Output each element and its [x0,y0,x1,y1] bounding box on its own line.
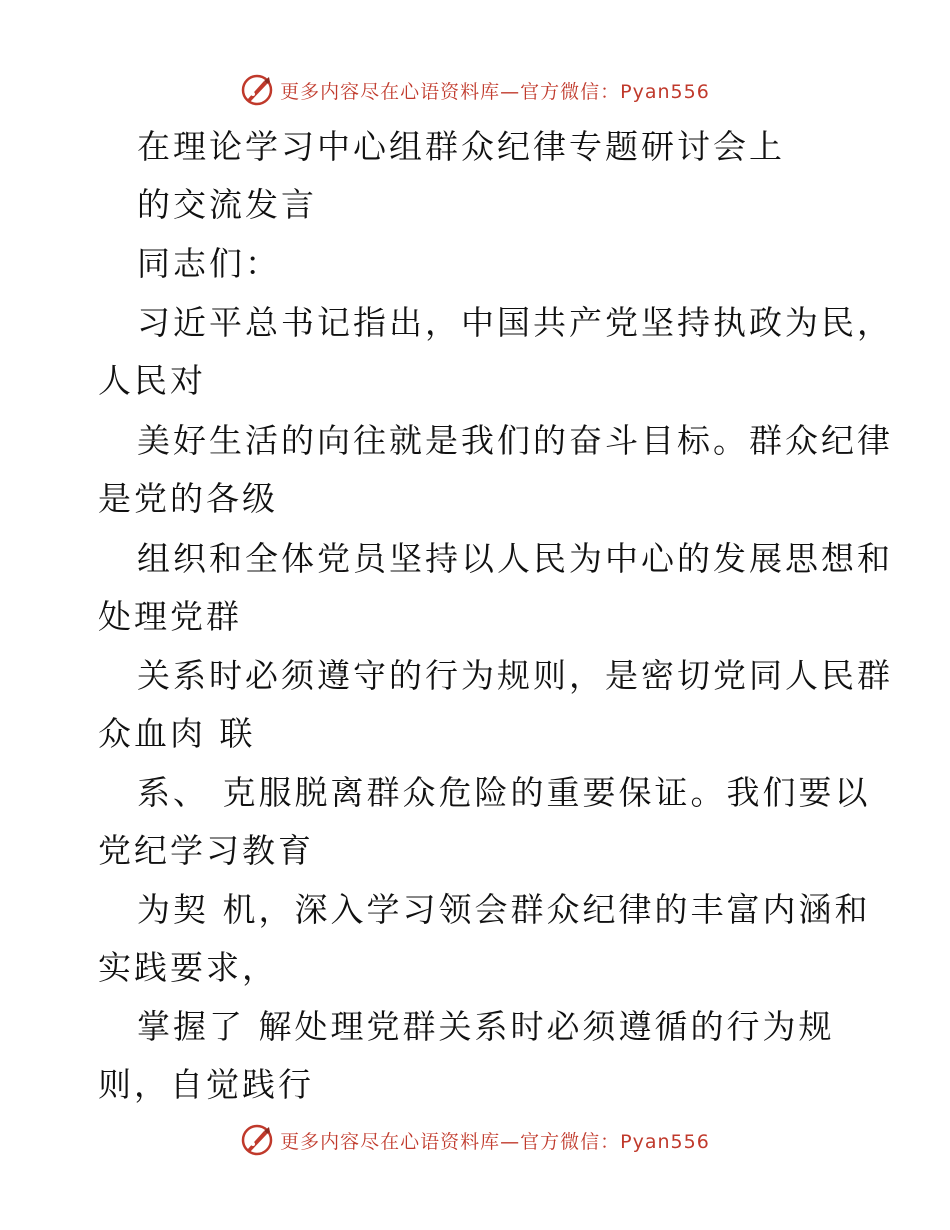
body-line: 实践要求， [98,948,278,987]
body-line: 习近平总书记指出，中国共产党坚持执政为民， [137,303,893,342]
quill-pen-logo-icon [240,1123,274,1157]
body-line: 系、 克服脱离群众危险的重要保证。我们要以 [137,773,871,812]
document-title-line2: 的交流发言 [137,185,317,224]
body-line: 党纪学习教育 [98,831,314,870]
body-line: 关系时必须遵守的行为规则，是密切党同人民群 [137,656,893,695]
body-line: 为契 机，深入学习领会群众纪律的丰富内涵和 [137,890,871,929]
body-line: 则，自觉践行 [98,1065,314,1104]
body-line: 掌握了 解处理党群关系时必须遵循的行为规 [137,1007,835,1046]
body-line: 众血肉 联 [98,714,256,753]
body-line: 是党的各级 [98,479,278,518]
footer-banner-text: 更多内容尽在心语资料库—官方微信：Pyan556 [280,1130,710,1153]
header-banner-text: 更多内容尽在心语资料库—官方微信：Pyan556 [280,80,710,103]
document-title-line1: 在理论学习中心组群众纪律专题研讨会上 [137,127,785,166]
quill-pen-logo-icon [240,73,274,107]
body-line: 组织和全体党员坚持以人民为中心的发展思想和 [137,539,893,578]
footer-banner [0,1120,950,1160]
body-line: 美好生活的向往就是我们的奋斗目标。群众纪律 [137,421,893,460]
salutation: 同志们： [137,244,281,283]
header-banner [0,70,950,110]
body-line: 处理党群 [98,597,242,636]
body-line: 人民对 [98,361,206,400]
